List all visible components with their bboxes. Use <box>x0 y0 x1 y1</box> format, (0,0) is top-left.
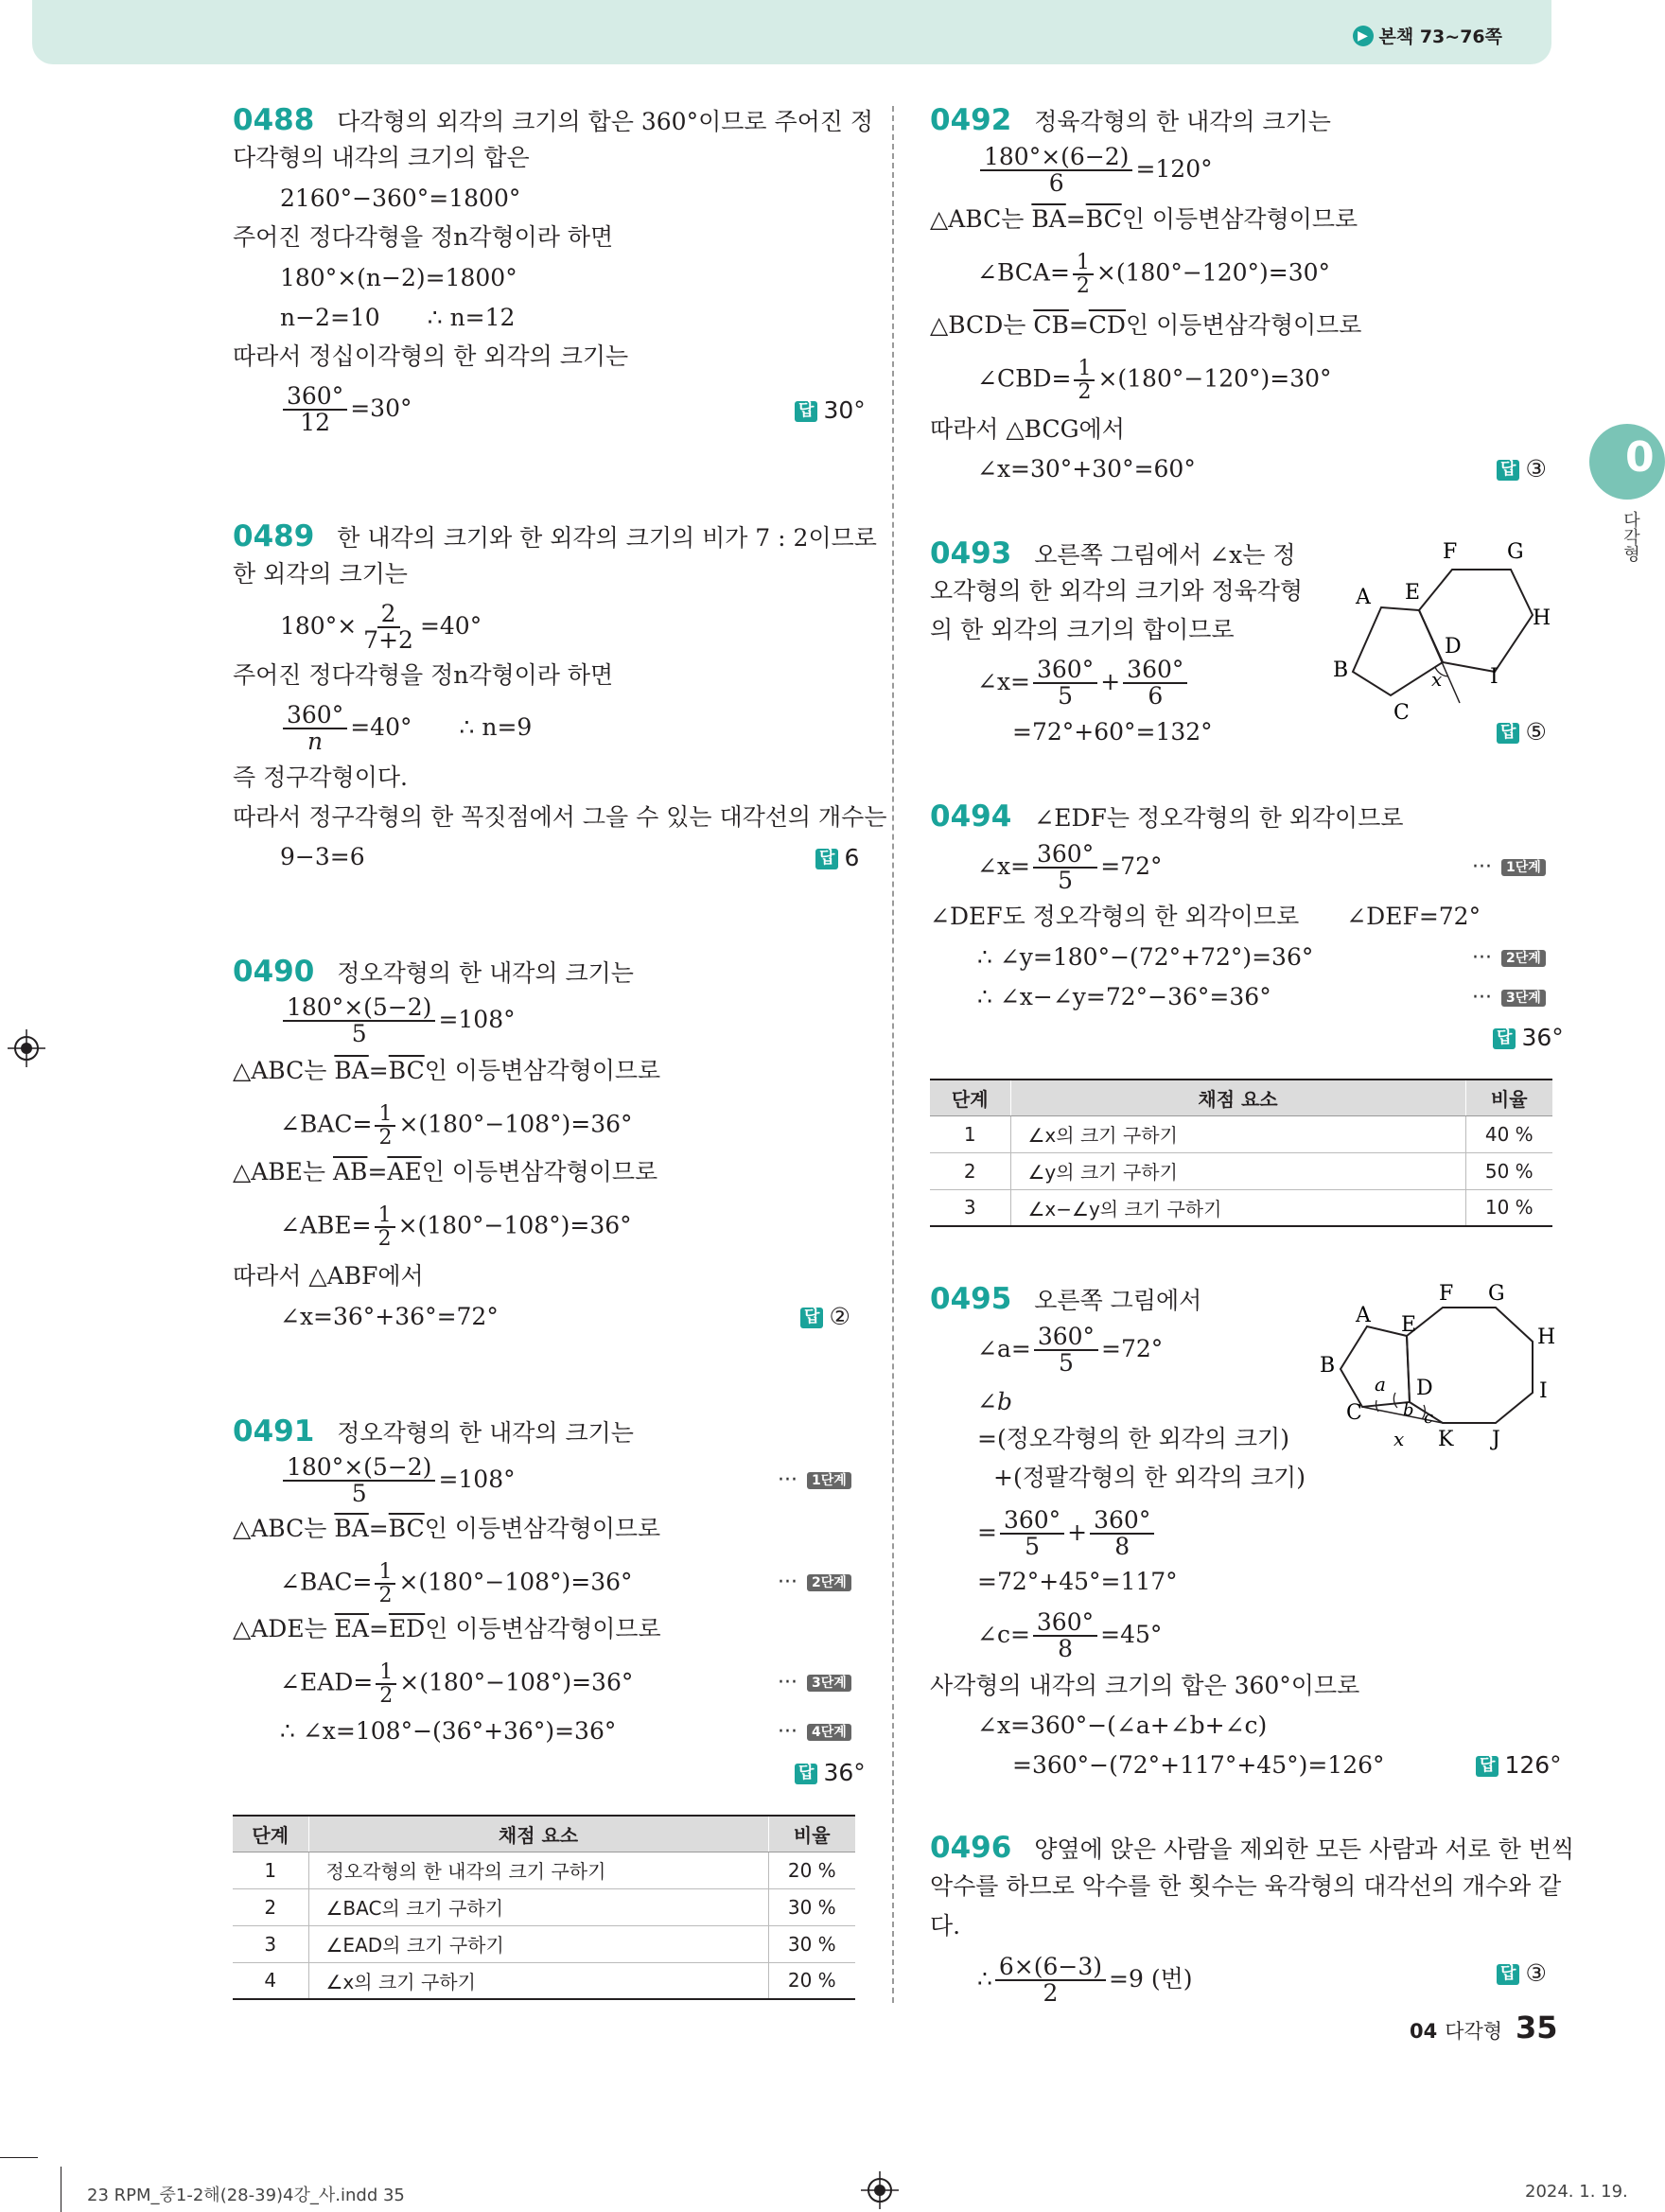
table-row: 1 ∠x의 크기 구하기 40 % <box>930 1115 1552 1152</box>
svg-text:F: F <box>1439 1282 1454 1306</box>
svg-text:b: b <box>1403 1400 1414 1420</box>
svg-text:J: J <box>1492 1428 1500 1451</box>
scoring-table-0491: 단계 채점 요소 비율 1 정오각형의 한 내각의 크기 구하기 20 % 2 ∠BAC의 크기 구하기 30 % 3 ∠EAD의 크기 구하기 30 % 4 ∠x의 크기 구하기 20 % <box>233 1815 855 2000</box>
pentagon-octagon-figure <box>1310 1279 1566 1459</box>
svg-text:a: a <box>1375 1373 1386 1396</box>
svg-text:F: F <box>1443 540 1458 564</box>
table-row: 3 ∠EAD의 크기 구하기 30 % <box>233 1925 855 1962</box>
column-divider <box>892 106 894 2003</box>
svg-text:A: A <box>1356 586 1371 609</box>
svg-text:D: D <box>1416 1377 1433 1400</box>
svg-text:D: D <box>1445 635 1462 658</box>
answer-badge: 답 126° <box>1476 1752 1562 1780</box>
svg-text:B: B <box>1333 658 1349 682</box>
svg-text:x: x <box>1431 668 1443 691</box>
svg-text:H: H <box>1533 606 1551 630</box>
svg-text:E: E <box>1401 1313 1417 1337</box>
svg-text:I: I <box>1490 665 1498 689</box>
svg-text:E: E <box>1405 581 1421 605</box>
answer-badge: 답 ③ <box>1497 1960 1547 1988</box>
answer-badge: 답 36° <box>1493 1025 1564 1052</box>
table-row: 2 ∠y의 크기 구하기 50 % <box>930 1152 1552 1189</box>
chapter-tab: 0 <box>1589 424 1665 500</box>
svg-text:C: C <box>1346 1401 1362 1425</box>
svg-text:G: G <box>1507 540 1524 564</box>
registration-mark-icon <box>861 2171 899 2209</box>
crop-mark <box>0 2157 38 2158</box>
header-bar <box>32 0 1551 64</box>
svg-text:x: x <box>1393 1428 1405 1450</box>
page-number: 04 다각형 35 <box>1410 2010 1558 2045</box>
scoring-table-0494: 단계 채점 요소 비율 1 ∠x의 크기 구하기 40 % 2 ∠y의 크기 구하기 50 % 3 ∠x−∠y의 크기 구하기 10 % <box>930 1079 1552 1227</box>
table-row: 2 ∠BAC의 크기 구하기 30 % <box>233 1888 855 1925</box>
table-row: 4 ∠x의 크기 구하기 20 % <box>233 1962 855 1999</box>
table-row: 1 정오각형의 한 내각의 크기 구하기 20 % <box>233 1852 855 1888</box>
arrow-icon: ▶ <box>1353 26 1374 46</box>
footer-date: 2024. 1. 19. <box>1525 2182 1628 2202</box>
svg-text:A: A <box>1356 1304 1371 1327</box>
answer-badge: 답 ② <box>800 1304 850 1331</box>
svg-text:H: H <box>1537 1325 1556 1349</box>
registration-mark-icon <box>8 1029 45 1067</box>
svg-text:K: K <box>1438 1428 1454 1451</box>
page-reference: ▶ 본책 73~76쪽 <box>1353 23 1502 48</box>
pentagon-hexagon-figure <box>1320 530 1566 729</box>
answer-badge: 답 36° <box>795 1760 866 1787</box>
svg-text:B: B <box>1320 1354 1336 1378</box>
answer-badge: 답 30° <box>795 397 866 425</box>
svg-text:c: c <box>1424 1408 1434 1428</box>
svg-text:C: C <box>1393 701 1410 725</box>
table-row: 3 ∠x−∠y의 크기 구하기 10 % <box>930 1189 1552 1226</box>
answer-badge: 답 ⑤ <box>1497 719 1547 746</box>
chapter-tab-label: 다각형 <box>1621 511 1640 562</box>
footer-file: 23 RPM_중1-2해(28-39)4강_사.indd 35 <box>87 2186 405 2205</box>
svg-text:G: G <box>1488 1282 1505 1306</box>
svg-text:I: I <box>1539 1379 1548 1403</box>
answer-badge: 답 ③ <box>1497 456 1547 483</box>
answer-badge: 답 6 <box>815 845 859 872</box>
